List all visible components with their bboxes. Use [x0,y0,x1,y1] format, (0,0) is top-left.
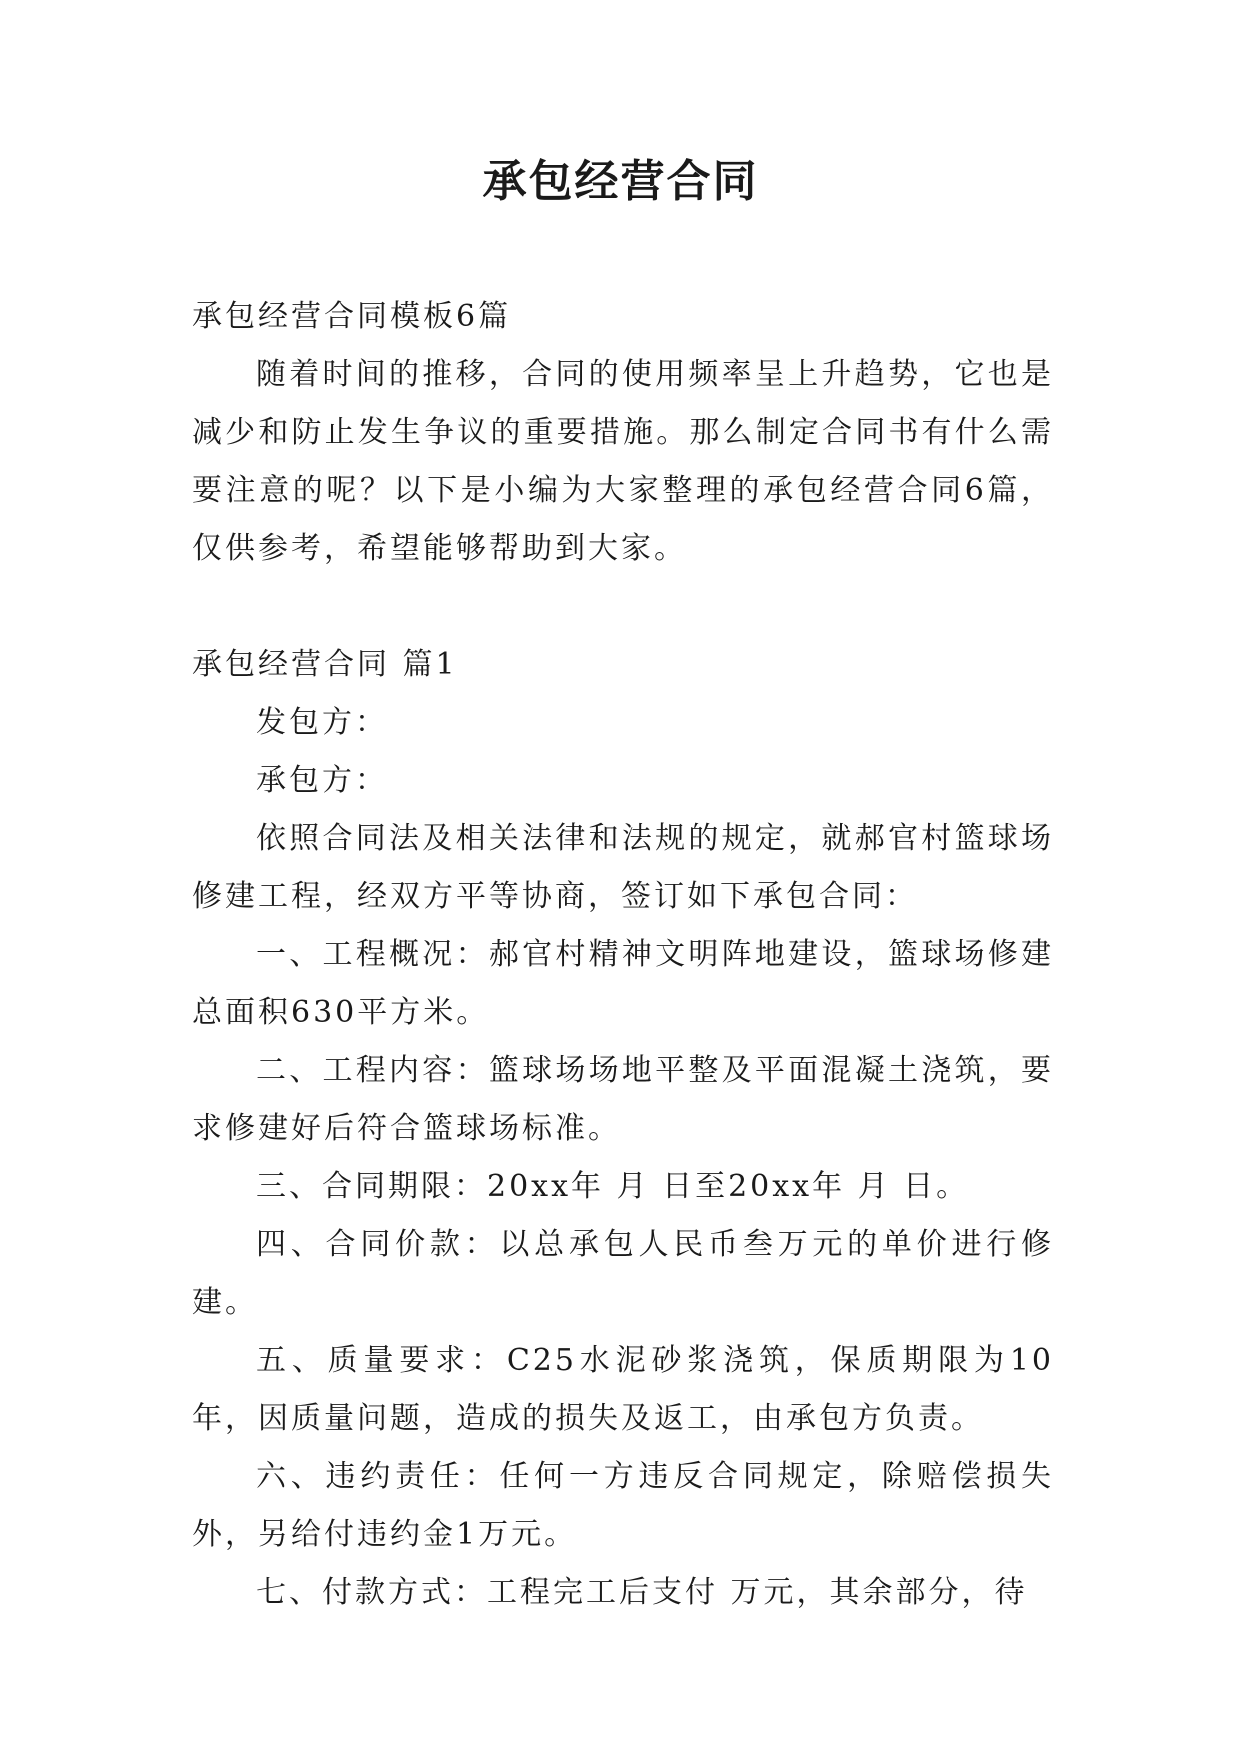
document-subtitle: 承包经营合同模板6篇 [192,299,512,334]
contract-clause-liability: 六、违约责任：任何一方违反合同规定，除赔偿损失外，另给付违约金1万元。 [192,1459,1054,1552]
paragraph-gap [192,578,1054,636]
contract-clause-term: 三、合同期限：20xx年 月 日至20xx年 月 日。 [256,1169,970,1204]
contract-clause-overview: 一、工程概况：郝官村精神文明阵地建设，篮球场修建总面积630平方米。 [192,937,1054,1030]
contract-clause-payment: 七、付款方式：工程完工后支付 万元，其余部分，待 [256,1575,1028,1610]
intro-paragraph: 随着时间的推移，合同的使用频率呈上升趋势，它也是减少和防止发生争议的重要措施。那么制定合同书有什么需要注意的呢？以下是小编为大家整理的承包经营合同6篇，仅供参考，希望能够帮助到大家。 [192,357,1054,566]
party-a-label: 发包方： [256,705,388,740]
contract-clause-quality: 五、质量要求：C25水泥砂浆浇筑，保质期限为10年，因质量问题，造成的损失及返工，由承包方负责。 [192,1343,1054,1436]
section-heading: 承包经营合同 篇1 [192,647,458,682]
contract-clause-content: 二、工程内容：篮球场场地平整及平面混凝土浇筑，要求修建好后符合篮球场标准。 [192,1053,1054,1146]
contract-clause-price: 四、合同价款：以总承包人民币叁万元的单价进行修建。 [192,1227,1054,1320]
contract-paragraph-basis: 依照合同法及相关法律和法规的规定，就郝官村篮球场修建工程，经双方平等协商，签订如下承包合同： [192,821,1054,914]
party-b-label: 承包方： [256,763,388,798]
document-body [192,288,1054,1622]
document-title: 承包经营合同 [482,156,759,207]
